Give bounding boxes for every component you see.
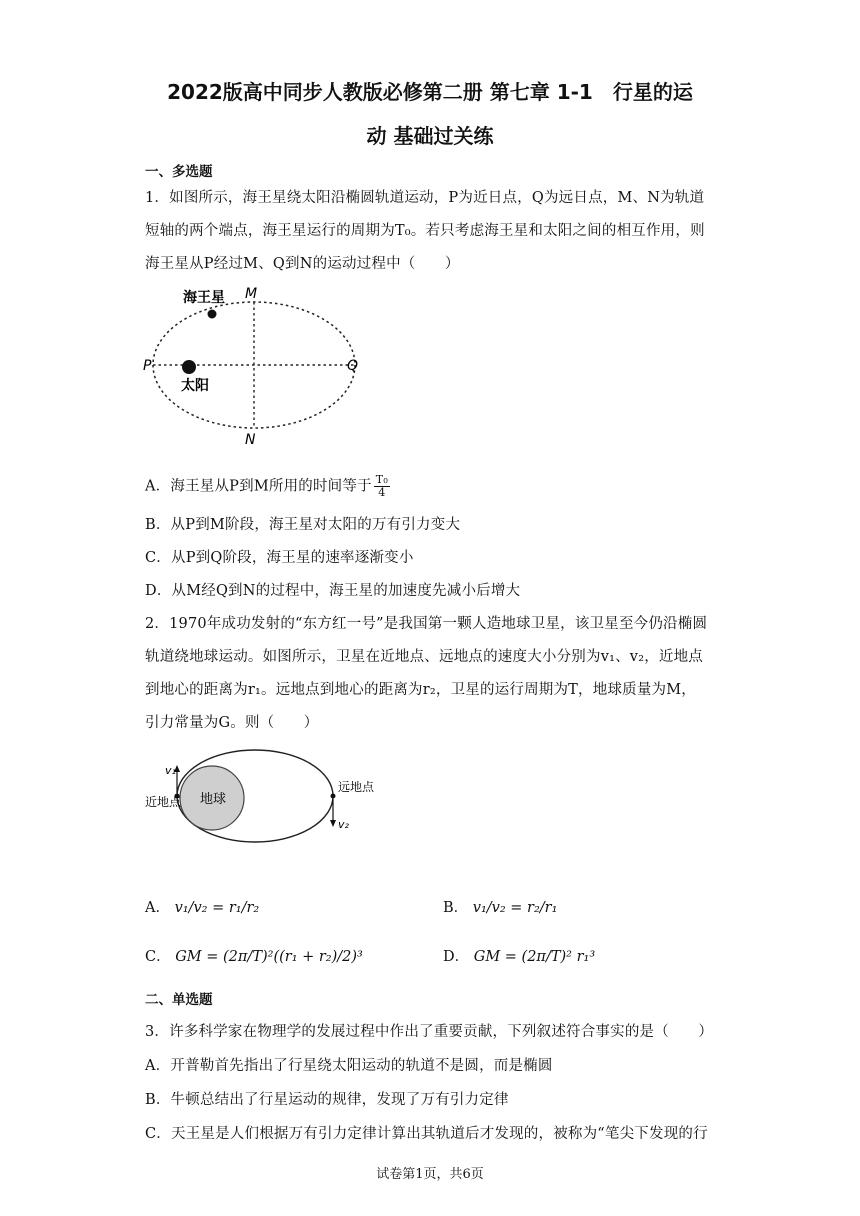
title-line-2: 动 基础过关练 xyxy=(366,124,494,148)
q2-stem-line-2: 轨道绕地球运动。如图所示，卫星在近地点、远地点的速度大小分别为v₁、v₂，近地点 xyxy=(145,649,704,665)
earth-label: 地球 xyxy=(200,792,227,807)
q1-option-a xyxy=(145,474,392,499)
section-heading-multi-choice: 一、多选题 xyxy=(145,164,213,180)
q1-option-a-fraction xyxy=(374,474,390,499)
q2-option-c-prefix: C． xyxy=(145,949,171,965)
q2-option-d-prefix: D． xyxy=(443,949,470,965)
section-heading-single-choice: 二、单选题 xyxy=(145,992,213,1008)
fraction-denominator: 4 xyxy=(378,486,386,499)
q2-stem-line-3: 到地心的距离为r₁。远地点到地心的距离为r₂，卫星的运行周期为T，地球质量为M， xyxy=(145,682,697,698)
q2-option-b xyxy=(443,896,557,917)
q3-option-a: A．开普勒首先指出了行星绕太阳运动的轨道不是圆，而是椭圆 xyxy=(145,1058,553,1074)
q2-option-c-formula: GM = (2π/T)²((r₁ + r₂)/2)³ xyxy=(175,949,363,965)
fraction-numerator: T₀ xyxy=(375,473,388,486)
page-footer: 试卷第1页，共6页 xyxy=(376,1167,484,1182)
q2-stem-line-4: 引力常量为G。则（ ） xyxy=(145,715,319,731)
label-q: Q xyxy=(347,358,359,374)
q1-option-b: B．从P到M阶段，海王星对太阳的万有引力变大 xyxy=(145,517,461,533)
q2-stem-line-1: 2．1970年成功发射的“东方红一号”是我国第一颗人造地球卫星，该卫星至今仍沿椭圆 xyxy=(145,616,708,632)
apogee-dot xyxy=(331,794,336,799)
q2-option-d xyxy=(443,945,595,966)
apogee-label: 远地点 xyxy=(338,780,375,794)
q1-orbit-figure xyxy=(140,282,380,452)
q2-option-b-formula: v₁/v₂ = r₂/r₁ xyxy=(472,900,558,916)
q2-satellite-figure xyxy=(140,748,390,848)
q1-option-a-text: A．海王星从P到M所用的时间等于 xyxy=(145,478,372,495)
label-p: P xyxy=(143,358,152,374)
q1-option-d: D．从M经Q到N的过程中，海王星的加速度先减小后增大 xyxy=(145,583,521,599)
perigee-label: 近地点 xyxy=(145,795,182,809)
q2-option-a-prefix: A． xyxy=(145,900,170,916)
sun-dot xyxy=(182,360,196,374)
q2-option-b-prefix: B． xyxy=(443,900,469,916)
v2-arrowhead xyxy=(330,820,336,827)
label-m: M xyxy=(245,286,258,302)
neptune-dot xyxy=(208,310,217,319)
q2-option-c xyxy=(145,945,363,966)
v2-label: v₂ xyxy=(338,818,349,831)
q1-stem-line-1: 1．如图所示，海王星绕太阳沿椭圆轨道运动，P为近日点，Q为远日点，M、N为轨道 xyxy=(145,190,705,206)
v1-label: v₁ xyxy=(165,764,176,777)
q1-stem-line-3: 海王星从P经过M、Q到N的运动过程中（ ） xyxy=(145,256,460,272)
q2-option-a xyxy=(145,896,259,917)
q2-option-d-formula: GM = (2π/T)² r₁³ xyxy=(473,949,596,965)
q1-stem-line-2: 短轴的两个端点，海王星运行的周期为T₀。若只考虑海王星和太阳之间的相互作用，则 xyxy=(145,223,705,239)
sun-label: 太阳 xyxy=(181,378,209,394)
q3-stem: 3．许多科学家在物理学的发展过程中作出了重要贡献，下列叙述符合事实的是（ ） xyxy=(145,1024,714,1040)
label-n: N xyxy=(245,432,256,448)
q2-option-a-formula: v₁/v₂ = r₁/r₂ xyxy=(174,900,260,916)
q3-option-c: C．天王星是人们根据万有引力定律计算出其轨道后才发现的，被称为“笔尖下发现的行 xyxy=(145,1126,708,1142)
neptune-label: 海王星 xyxy=(183,290,225,306)
title-line-1: 2022版高中同步人教版必修第二册 第七章 1-1 行星的运 xyxy=(167,80,693,104)
q3-option-b: B．牛顿总结出了行星运动的规律，发现了万有引力定律 xyxy=(145,1092,509,1108)
q1-option-c: C．从P到Q阶段，海王星的速率逐渐变小 xyxy=(145,550,414,566)
